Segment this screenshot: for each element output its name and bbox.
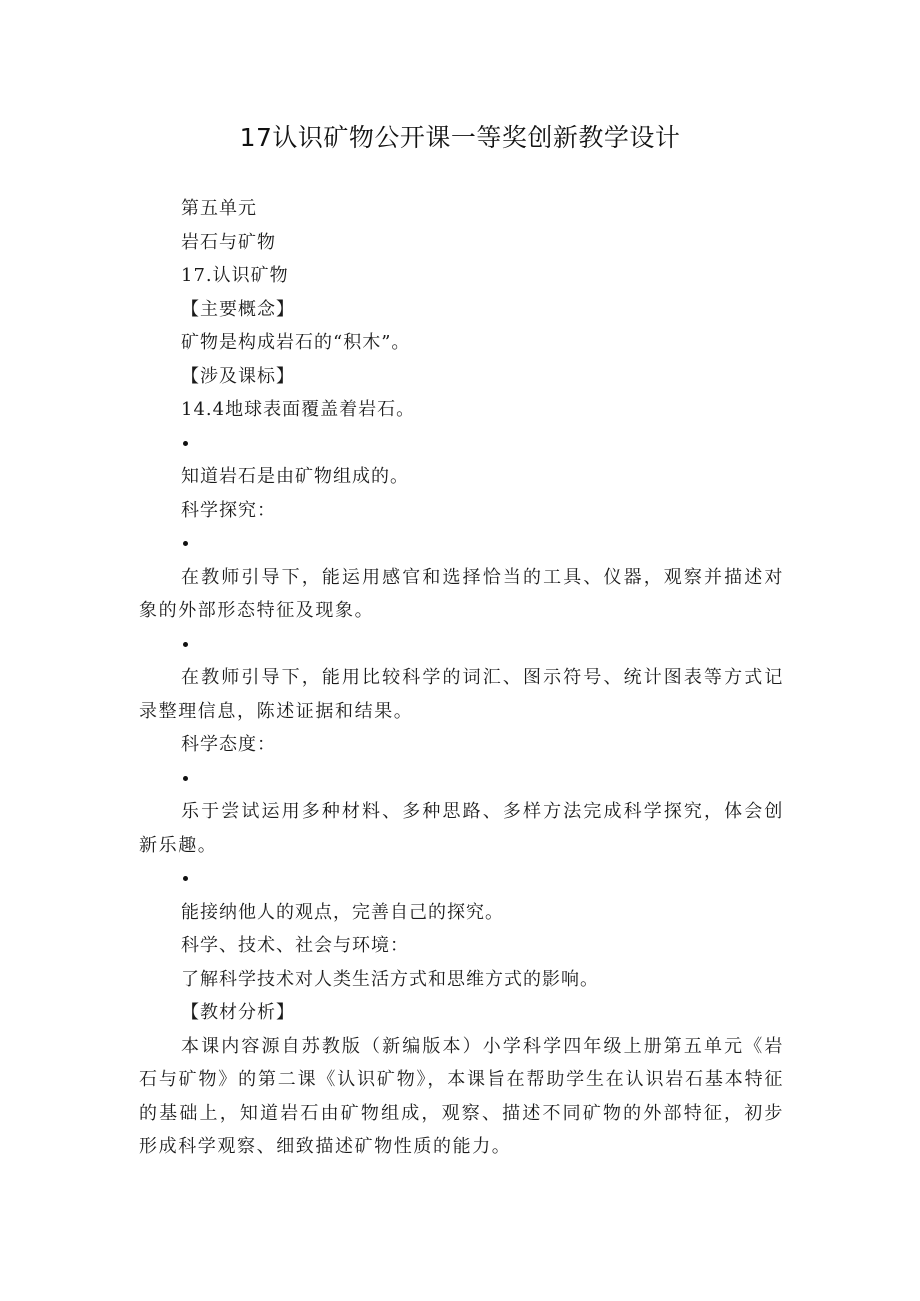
bullet-dot-icon <box>183 642 188 647</box>
bullet-dot-icon <box>183 541 188 546</box>
document-title: 17认识矿物公开课一等奖创新教学设计 <box>239 123 681 152</box>
attitude-paragraph-1: 乐于尝试运用多种材料、多种思路、多样方法完成科学探究，体会创新乐趣。 <box>139 801 784 856</box>
analysis-paragraph: 本课内容源自苏教版（新编版本）小学科学四年级上册第五单元《岩石与矿物》的第二课《认识矿物》，本课旨在帮助学生在认识岩石基本特征的基础上，知道岩石由矿物组成，观察、描述不同矿物的外部特征，初步形成科学观察、细致描述矿物性质的能力。 <box>139 1035 784 1157</box>
lesson-title: 17.认识矿物 <box>181 265 289 286</box>
bullet-3 <box>139 628 784 662</box>
attitude-heading: 科学态度： <box>181 734 276 755</box>
bullet-dot-icon <box>183 876 188 881</box>
stse-heading: 科学、技术、社会与环境： <box>181 935 409 956</box>
bullet-5 <box>139 862 784 896</box>
concept-text: 矿物是构成岩石的“积木”。 <box>181 332 411 353</box>
attitude-paragraph-2: 能接纳他人的观点，完善自己的探究。 <box>181 901 504 923</box>
bullet-1 <box>139 427 784 461</box>
inquiry-paragraph-1: 在教师引导下，能运用感官和选择恰当的工具、仪器，观察并描述对象的外部形态特征及现象。 <box>139 566 784 621</box>
stse-text: 了解科学技术对人类生活方式和思维方式的影响。 <box>181 968 599 990</box>
unit-name: 岩石与矿物 <box>181 231 276 253</box>
standard-item: 14.4地球表面覆盖着岩石。 <box>181 399 416 420</box>
inquiry-heading: 科学探究： <box>181 499 276 521</box>
document-body <box>139 192 784 1164</box>
standard-heading: 【涉及课标】 <box>181 365 295 387</box>
inquiry-paragraph-2: 在教师引导下，能用比较科学的词汇、图示符号、统计图表等方式记录整理信息，陈述证据和结果。 <box>139 667 784 722</box>
concept-heading: 【主要概念】 <box>181 298 295 320</box>
bullet-dot-icon <box>183 441 188 446</box>
bullet-2 <box>139 527 784 561</box>
analysis-heading: 【教材分析】 <box>181 1002 295 1023</box>
bullet-4 <box>139 762 784 796</box>
bullet-dot-icon <box>183 776 188 781</box>
standard-point: 知道岩石是由矿物组成的。 <box>181 466 409 487</box>
unit-label: 第五单元 <box>181 198 257 219</box>
